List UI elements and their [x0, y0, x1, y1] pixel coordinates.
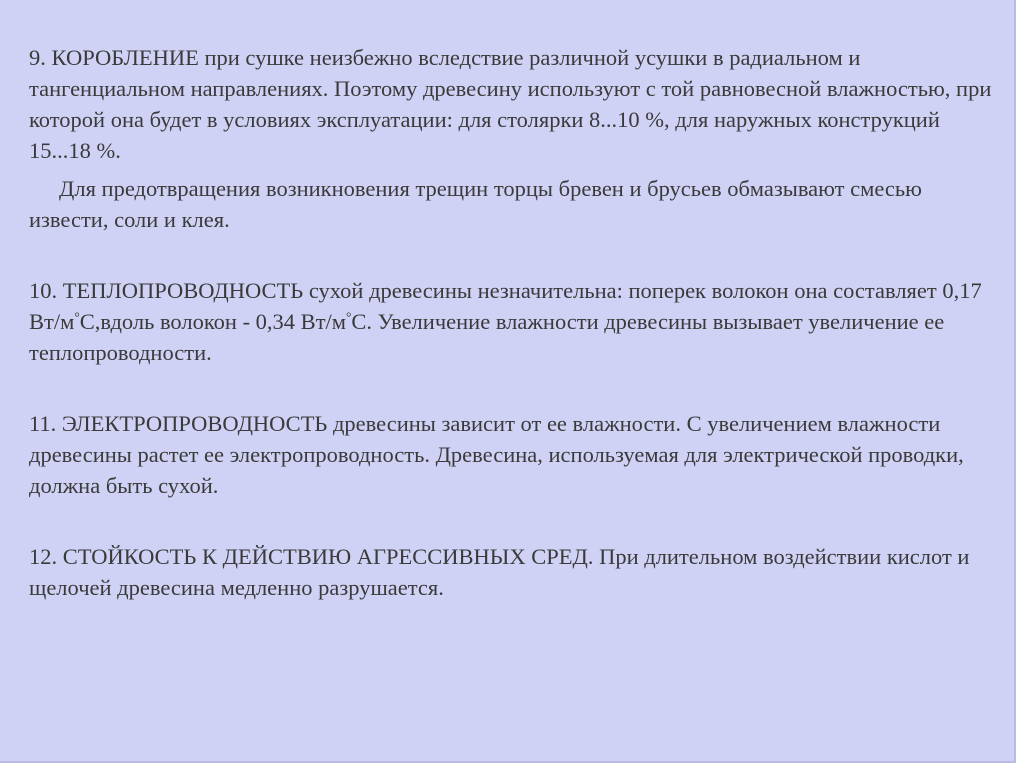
paragraph-thermal-conductivity [29, 275, 999, 368]
degree-sup-2: ° [346, 309, 352, 325]
thermal-text-part2: С,вдоль волокон - 0,34 Вт/м [79, 309, 347, 334]
paragraph-electrical-conductivity: 11. ЭЛЕКТРОПРОВОДНОСТЬ древесины зависит от ее влажности. С увеличением влажности древесины растет ее электропроводность. Древесина, используемая для электрической проводки, должна быть сухой. [29, 411, 964, 498]
paragraph-chemical-resistance: 12. СТОЙКОСТЬ К ДЕЙСТВИЮ АГРЕССИВНЫХ СРЕД. При длительном воздействии кислот и щелочей древесина медленно разрушается. [29, 544, 970, 600]
degree-sup-1: ° [74, 309, 80, 325]
slide-content [29, 42, 999, 603]
paragraph-warping: 9. КОРОБЛЕНИЕ при сушке неизбежно вследствие различной усушки в радиальном и тангенциальном направлениях. Поэтому древесину используют с той равновесной влажностью, при которой она будет в условиях эксплуатации: для столярки 8...10 %, для наружных конструкций 15...18 %. [29, 45, 992, 163]
thermal-text-part1: 10. ТЕПЛОПРОВОДНОСТЬ сухой древесины незначительна: поперек волокон она составляет 0,17 Вт/м [29, 278, 982, 334]
thermal-text-part3: С. Увеличение влажности древесины вызывает увеличение ее теплопроводности. [29, 309, 945, 365]
paragraph-crack-prevention: Для предотвращения возникновения трещин торцы бревен и брусьев обмазывают смесью извести, соли и клея. [29, 176, 922, 232]
